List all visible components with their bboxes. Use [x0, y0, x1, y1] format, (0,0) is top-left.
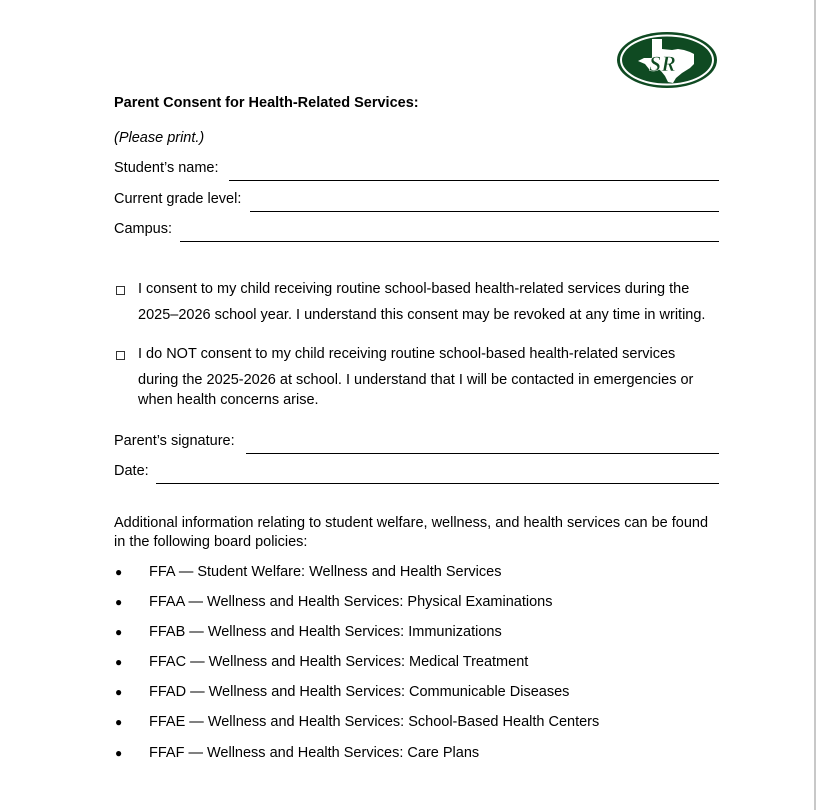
no-consent-text-line: during the 2025-2026 at school. I understand that I will be contacted in emergencies or	[138, 372, 694, 388]
grade-level-input[interactable]	[250, 197, 719, 212]
consent-text-line: I consent to my child receiving routine school-based health-related services during the	[138, 281, 690, 297]
consent-text-line: 2025–2026 school year. I understand this consent may be revoked at any time in writing.	[138, 307, 706, 323]
policy-list-item	[114, 744, 599, 774]
bullet-icon: ●	[115, 745, 123, 760]
student-name-label: Student’s name:	[114, 160, 219, 176]
policy-list-item	[114, 653, 599, 683]
grade-level-field-row	[114, 191, 719, 208]
date-field-row	[114, 463, 719, 480]
policy-text: FFAC — Wellness and Health Services: Medical Treatment	[149, 654, 529, 671]
policy-list-item	[114, 563, 599, 593]
no-consent-text-line: I do NOT consent to my child receiving routine school-based health-related services	[138, 346, 676, 362]
no-consent-text-line: when health concerns arise.	[138, 392, 319, 408]
bullet-icon: ●	[115, 685, 123, 700]
no-consent-checkbox[interactable]	[116, 351, 125, 360]
consent-checkbox[interactable]	[116, 286, 125, 295]
consent-option	[114, 282, 724, 328]
signature-input[interactable]	[246, 439, 719, 454]
signature-field-row	[114, 433, 719, 450]
policy-text: FFAF — Wellness and Health Services: Care Plans	[149, 744, 480, 761]
campus-input[interactable]	[180, 227, 719, 242]
bullet-icon: ●	[115, 715, 123, 730]
student-name-field-row	[114, 160, 719, 177]
policy-text: FFAD — Wellness and Health Services: Communicable Diseases	[149, 684, 570, 701]
policy-text: FFAE — Wellness and Health Services: School-Based Health Centers	[149, 714, 600, 731]
student-name-input[interactable]	[229, 166, 719, 181]
grade-level-label: Current grade level:	[114, 191, 242, 207]
intro-text-line: Additional information relating to student welfare, wellness, and health services can be found	[114, 515, 709, 531]
page-edge-divider	[814, 0, 816, 810]
bullet-icon: ●	[115, 655, 123, 670]
campus-field-row	[114, 221, 719, 238]
no-consent-option	[114, 347, 724, 407]
logo-text: SR	[649, 51, 676, 76]
policy-list-item	[114, 623, 599, 653]
signature-label: Parent’s signature:	[114, 433, 235, 449]
date-input[interactable]	[156, 469, 719, 484]
bullet-icon: ●	[115, 595, 123, 610]
date-label: Date:	[114, 463, 149, 479]
sr-texas-logo-icon	[616, 31, 718, 89]
policy-list-item	[114, 683, 599, 713]
print-instruction: (Please print.)	[114, 130, 205, 146]
policy-text: FFA — Student Welfare: Wellness and Health Services	[149, 564, 502, 580]
policy-list-item	[114, 593, 599, 623]
policy-text: FFAB — Wellness and Health Services: Immunizations	[149, 624, 502, 641]
intro-text-line: in the following board policies:	[114, 534, 308, 550]
campus-label: Campus:	[114, 221, 173, 237]
policy-text: FFAA — Wellness and Health Services: Physical Examinations	[149, 594, 553, 611]
no-consent-option-text	[138, 341, 693, 407]
consent-option-text	[138, 276, 705, 328]
bullet-icon: ●	[115, 625, 123, 640]
bullet-icon: ●	[115, 565, 123, 579]
board-policies-intro	[114, 514, 724, 552]
policy-list-item	[114, 713, 599, 743]
school-logo	[616, 31, 718, 89]
board-policies-list	[114, 563, 599, 774]
form-title: Parent Consent for Health-Related Services:	[114, 95, 419, 111]
